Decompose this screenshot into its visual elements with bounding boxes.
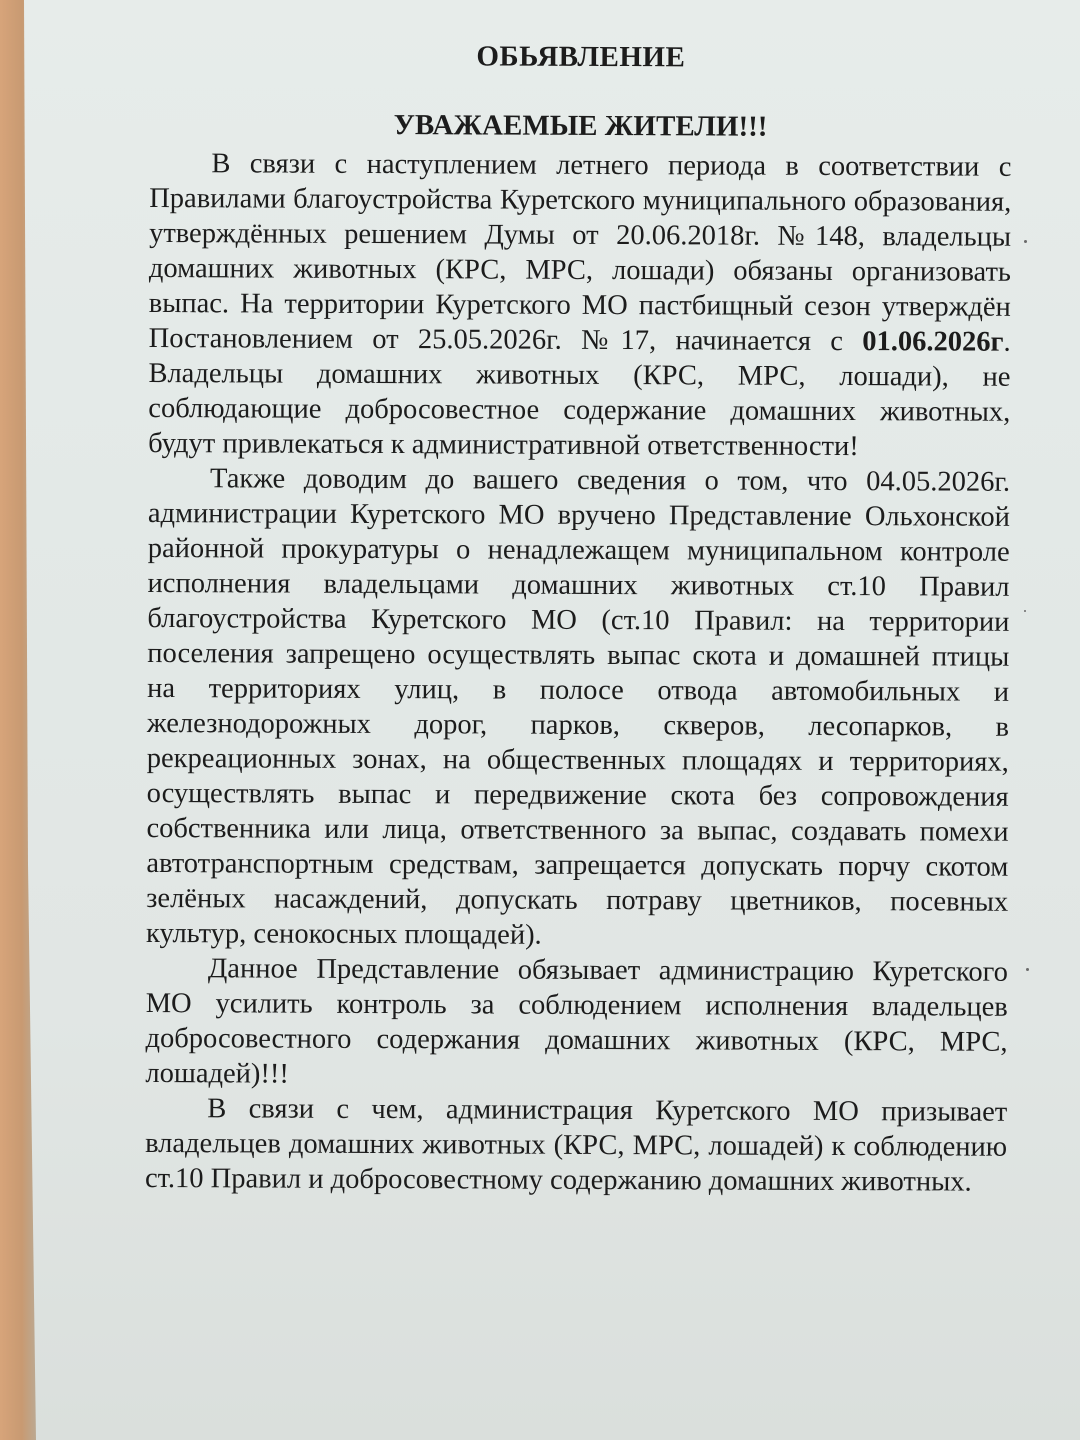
document-title: ОБЬЯВЛЕНИЕ	[476, 40, 686, 74]
paper-speck	[1024, 240, 1027, 243]
paragraph-prosecutor-notice: Также доводим до вашего сведения о том, что 04.05.2026г. администрации Куретского МО вручено Представление Ольхонской районной прокуратуры о ненадлежащем муниципальном контроле исполнения владельцами домашних животных ст.10 Правил благоустройства Куретского МО (ст.10 Правил: на территории поселения запрещено осуществлять выпас скота и домашней птицы на территориях улиц, в полосе отвода автомобильных и железнодорожных дорог, парков, скверов, лесопарков, в рекреационных зонах, на общественных площадях и территориях, осуществлять выпас и передвижение скота без сопровождения собственника или лица, ответственного за выпас, создавать помехи автотранспортным средствам, запрещается допускать порчу скотом зелёных насаждений, допускать потраву цветников, посевных культур, сенокосных площадей).	[145, 463, 1011, 951]
paragraph1-text-start: В связи с наступлением летнего периода в соответствии с Правилами благоустройства Куретского муниципального образования, утверждённых решением Думы от 20.06.2018г. №148, владельцы домашних животных (КРС, МРС, лошади) обязаны организовать выпас. На территории Куретского МО пастбищный сезон утверждён Постановлением от 25.05.2026г. №17, начинается с	[148, 148, 1012, 358]
announcement-text	[145, 28, 1012, 1200]
season-start-date: 01.06.2026г	[862, 326, 1004, 358]
paragraph-control-obligation: Данное Представление обязывает администрацию Куретского МО усилить контроль за соблюдением исполнения владельцев добросовестного содержания домашних животных (КРС, МРС, лошадей)!!!	[145, 953, 1008, 1090]
paper-speck	[1026, 968, 1029, 971]
paragraph-pasture-season	[148, 146, 1011, 465]
document-heading: УВАЖАЕМЫЕ ЖИТЕЛИ!!!	[393, 109, 768, 143]
paragraph-appeal: В связи с чем, администрация Куретского МО призывает владельцев домашних животных (КРС, МРС, лошадей) к соблюдению ст.10 Правил и добросовестному содержанию домашних животных.	[144, 1093, 1008, 1198]
paragraph1-text-end: . Владельцы домашних животных (КРС, МРС, лошади), не соблюдающие добросовестное содержание домашних животных, будут привлекаться к административной ответственности!	[148, 326, 1011, 463]
paper-speck	[1024, 610, 1026, 612]
